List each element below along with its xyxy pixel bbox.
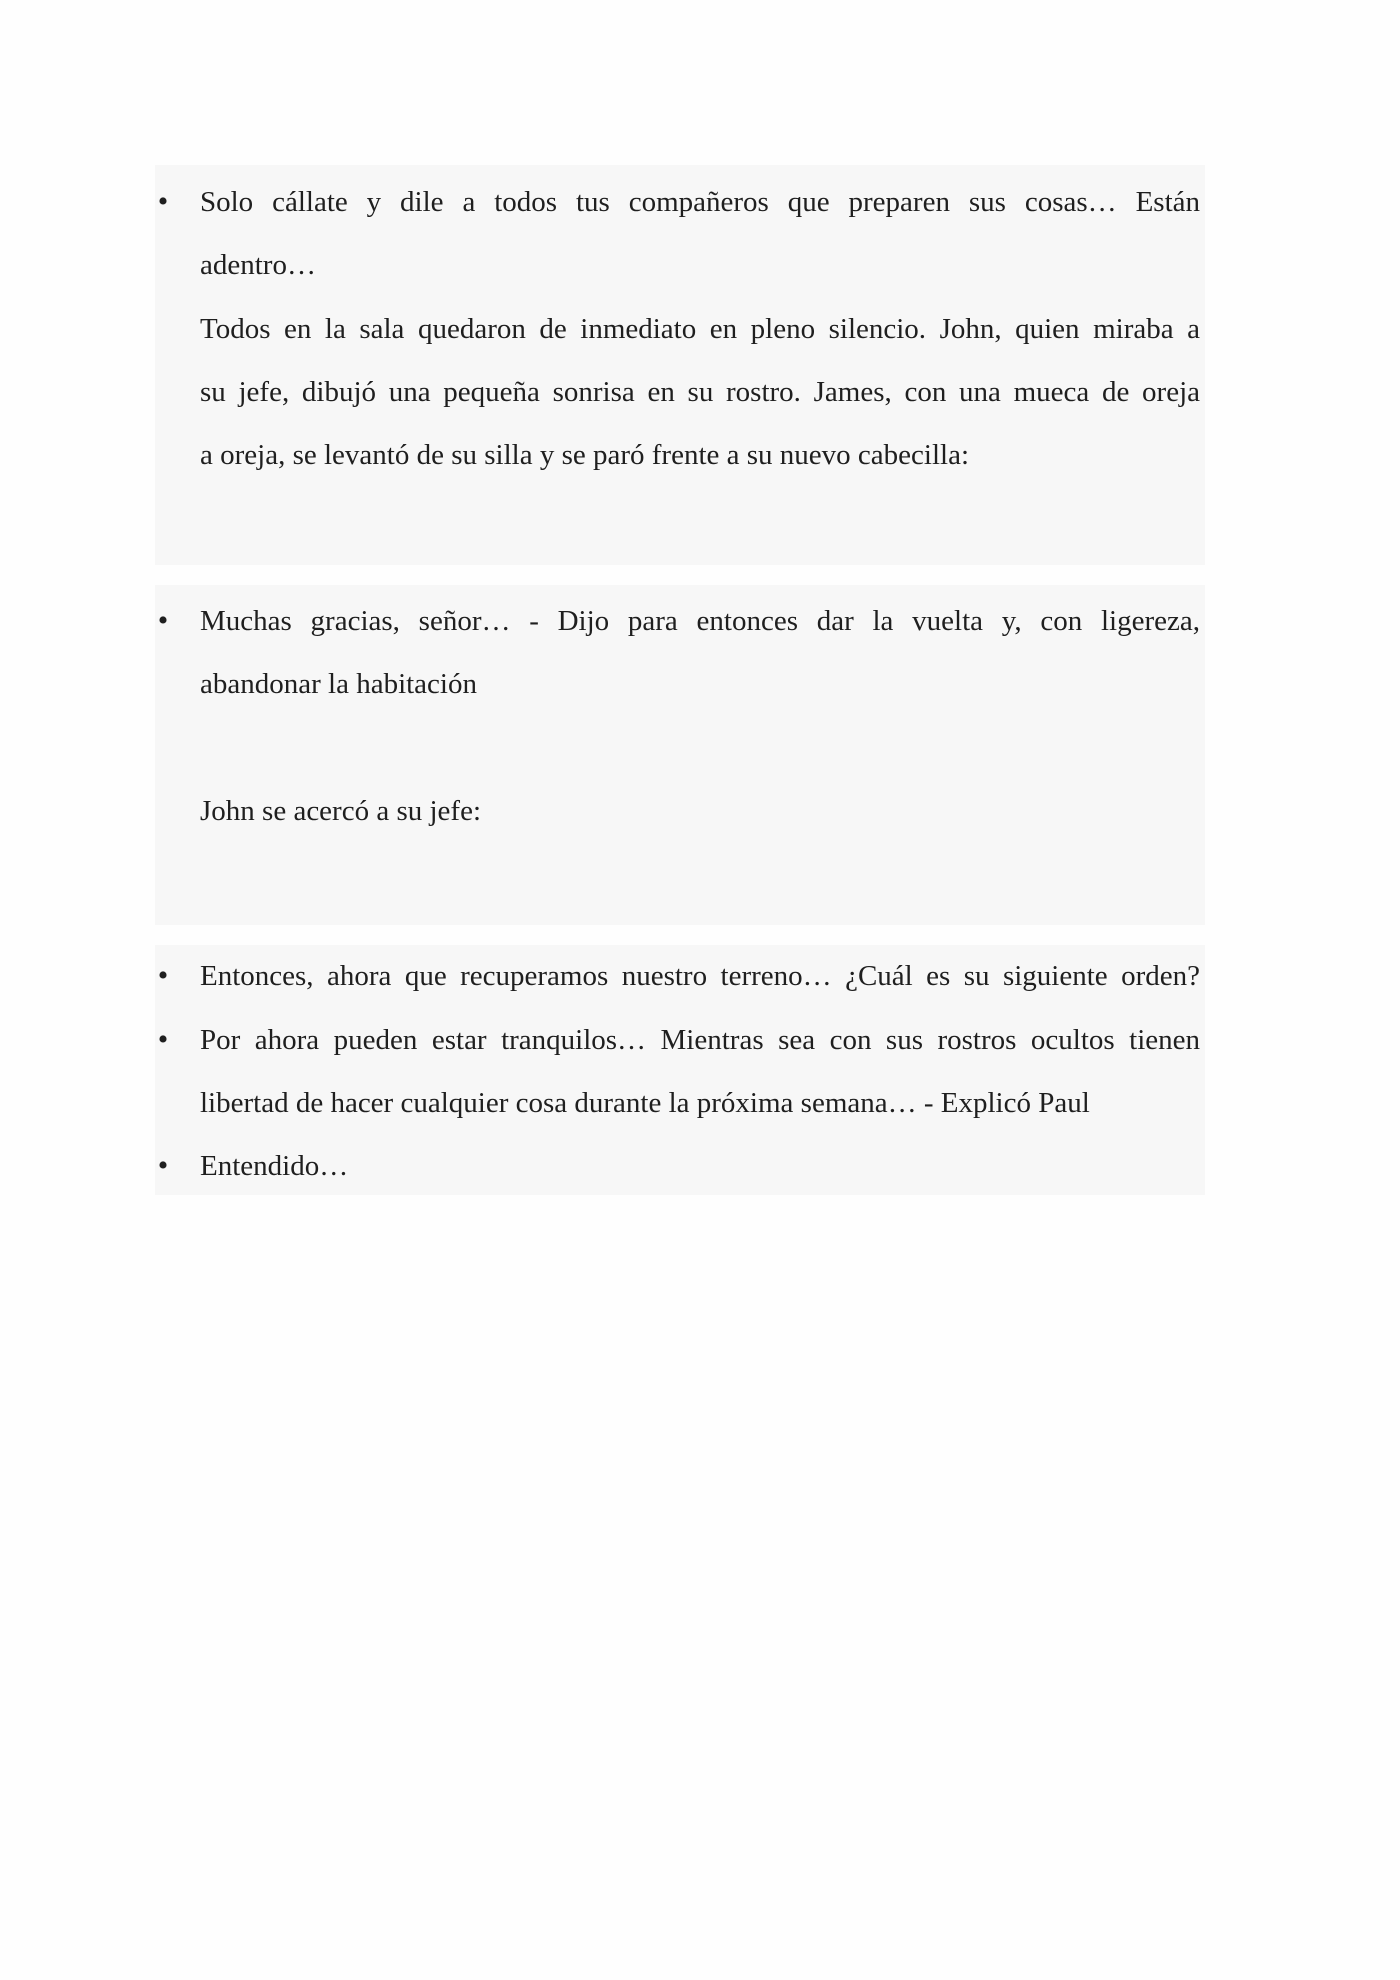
paragraph-line: John se acercó a su jefe: — [200, 795, 482, 827]
list-bullet: • — [157, 959, 169, 992]
paragraph-line: Por ahora pueden estar tranquilos… Mientras sea con sus rostros ocultos tienen — [200, 1024, 1200, 1056]
paragraph-line: abandonar la habitación — [200, 668, 477, 700]
list-bullet: • — [157, 604, 169, 637]
list-bullet: • — [157, 185, 169, 218]
paragraph-line: Entonces, ahora que recuperamos nuestro terreno… ¿Cuál es su siguiente orden? — [200, 960, 1200, 992]
paragraph-line: Muchas gracias, señor… - Dijo para entonces dar la vuelta y, con ligereza, — [200, 605, 1200, 637]
list-bullet: • — [157, 1149, 169, 1182]
paragraph-line: adentro… — [200, 249, 316, 281]
paragraph-line: Solo cállate y dile a todos tus compañeros que preparen sus cosas… Están — [200, 186, 1200, 218]
text-shade-1 — [155, 165, 1205, 565]
paragraph-line: Entendido… — [200, 1150, 349, 1182]
paragraph-line: Todos en la sala quedaron de inmediato en pleno silencio. John, quien miraba a — [200, 313, 1200, 345]
paragraph-line: su jefe, dibujó una pequeña sonrisa en su rostro. James, con una mueca de oreja — [200, 376, 1200, 408]
paragraph-line: a oreja, se levantó de su silla y se paró frente a su nuevo cabecilla: — [200, 439, 969, 471]
list-bullet: • — [157, 1023, 169, 1056]
paragraph-line: libertad de hacer cualquier cosa durante la próxima semana… - Explicó Paul — [200, 1087, 1090, 1119]
